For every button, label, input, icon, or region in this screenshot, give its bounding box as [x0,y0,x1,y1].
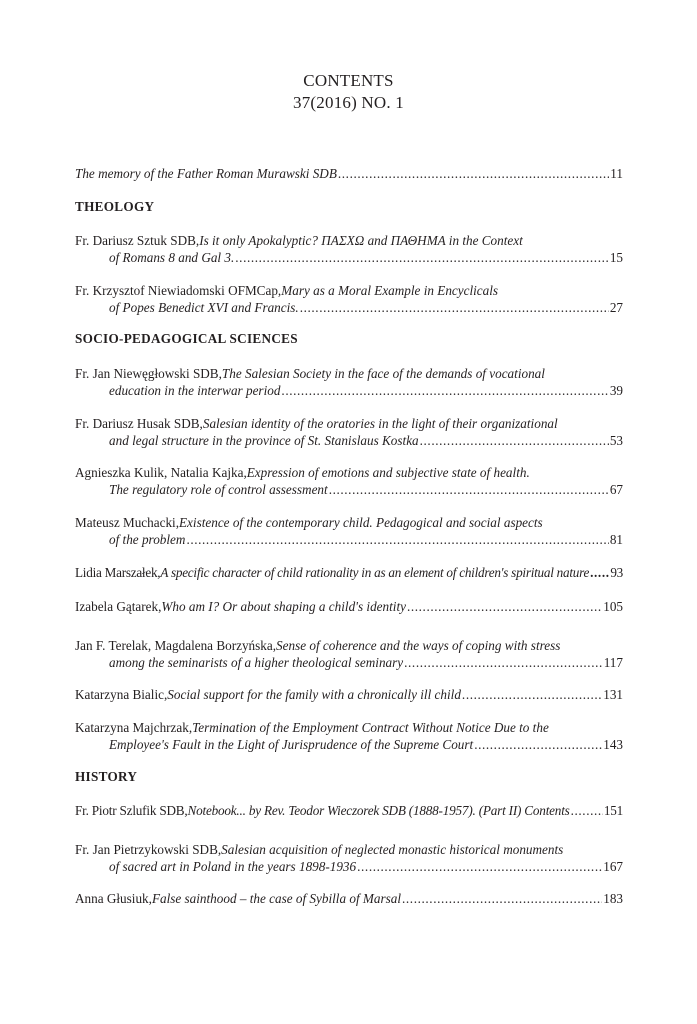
entry-title-continued: of the problem [109,532,186,547]
entry-title: Termination of the Employment Contract Without Notice Due to the [192,720,549,735]
entry-author: Fr. Dariusz Husak SDB, [75,416,203,431]
entry-page: 67 [609,482,623,497]
entry-page: 143 [603,737,623,752]
dot-leader [420,432,609,449]
entry-page: 81 [609,532,623,547]
toc-entry[interactable] [75,564,623,581]
entry-page: 27 [609,300,623,315]
toc-entry[interactable] [75,415,623,449]
entry-author: Katarzyna Bialic, [75,687,168,702]
entry-title: Social support for the family with a chronically ill child [167,687,461,702]
entry-title: False sainthood – the case of Sybilla of Marsal [151,891,402,906]
toc-entry[interactable] [75,165,623,182]
toc-entry[interactable] [75,514,623,548]
toc-entry[interactable] [75,464,623,498]
entry-title-continued: education in the interwar period [109,383,281,398]
entry-title-continued: and legal structure in the province of St. Stanislaus Kostka [109,433,419,448]
toc-entry[interactable] [75,637,623,671]
entry-title: The memory of the Father Roman Murawski SDB [75,166,337,181]
entry-page: 151 [603,803,623,818]
entry-page: 117 [603,655,623,670]
toc-entry[interactable] [75,365,623,399]
toc-entry[interactable] [75,890,623,907]
entry-title: Who am I? Or about shaping a child's identity [161,599,406,614]
dot-leader [357,858,602,875]
section-heading-theology: THEOLOGY [75,199,155,214]
entry-title-continued: of sacred art in Poland in the years 1898-1936 [109,859,357,874]
entry-author: Anna Głusiuk, [75,891,152,906]
entry-page: 93 [610,565,623,580]
entry-title: Notebook... by Rev. Teodor Wieczorek SDB (1888-1957). (Part II) Contents [187,803,570,818]
entry-title-continued: Employee's Fault in the Light of Jurisprudence of the Supreme Court [109,737,474,752]
toc-entry[interactable] [75,282,623,316]
entry-page: 15 [609,250,623,265]
entry-page: 167 [603,859,623,874]
entry-title: Expression of emotions and subjective state of health. [246,465,530,480]
dot-leader [235,249,609,266]
entry-title-continued: of Romans 8 and Gal 3. [109,250,235,265]
entry-title: A specific character of child rationality in as an element of children's spiritual nature [160,565,590,580]
dot-leader [590,564,609,581]
dot-leader [571,802,603,819]
entry-title: Is it only Apokalyptic? ΠΑΣΧΩ and ΠΑΘΗΜΑ in the Context [199,233,523,248]
entry-page: 131 [603,687,623,702]
section-heading-history: HISTORY [75,769,138,784]
dot-leader [281,382,608,399]
entry-title-continued: among the seminarists of a higher theological seminary [109,655,404,670]
dot-leader [462,686,602,703]
entry-author: Mateusz Muchacki, [75,515,179,530]
section-heading-socio-pedagogical: SOCIO-PEDAGOGICAL SCIENCES [75,331,298,346]
entry-title: Mary as a Moral Example in Encyclicals [281,283,499,298]
entry-author: Fr. Jan Pietrzykowski SDB, [75,842,222,857]
entry-title-continued: of Popes Benedict XVI and Francis. [109,300,299,315]
entry-page: 105 [603,599,623,614]
page-title: CONTENTS [303,71,394,90]
entry-title: Existence of the contemporary child. Pedagogical and social aspects [179,515,543,530]
entry-author: Izabela Gątarek, [75,599,162,614]
entry-author: Lidia Marszałek, [75,565,161,580]
dot-leader [338,165,609,182]
entry-author: Fr. Krzysztof Niewiadomski OFMCap, [75,283,282,298]
dot-leader [402,890,602,907]
dot-leader [407,598,602,615]
entry-author: Fr. Piotr Szlufik SDB, [75,803,188,818]
entry-title: The Salesian Society in the face of the demands of vocational [221,366,545,381]
entry-author: Agnieszka Kulik, Natalia Kajka, [75,465,247,480]
entry-title-continued: The regulatory role of control assessment [109,482,328,497]
dot-leader [404,654,603,671]
entry-title: Sense of coherence and the ways of coping with stress [276,638,561,653]
toc-entry[interactable] [75,232,623,266]
header [0,70,697,114]
entry-title: Salesian identity of the oratories in the light of their organizational [202,416,558,431]
dot-leader [474,736,602,753]
entry-page: 183 [603,891,623,906]
entry-page: 39 [609,383,623,398]
toc-entry[interactable] [75,802,623,819]
entry-author: Fr. Dariusz Sztuk SDB, [75,233,200,248]
toc-entry[interactable] [75,841,623,875]
entry-author: Katarzyna Majchrzak, [75,720,193,735]
toc-entry[interactable] [75,686,623,703]
entry-page: 11 [610,166,623,181]
entry-author: Jan F. Terelak, Magdalena Borzyńska, [75,638,277,653]
entry-title: Salesian acquisition of neglected monastic historical monuments [221,842,564,857]
issue-number: 37(2016) NO. 1 [293,93,404,112]
toc-entry[interactable] [75,719,623,753]
toc-entry[interactable] [75,598,623,615]
dot-leader [186,531,608,548]
dot-leader [300,299,609,316]
entry-author: Fr. Jan Niewęgłowski SDB, [75,366,222,381]
entry-page: 53 [609,433,623,448]
dot-leader [329,481,609,498]
